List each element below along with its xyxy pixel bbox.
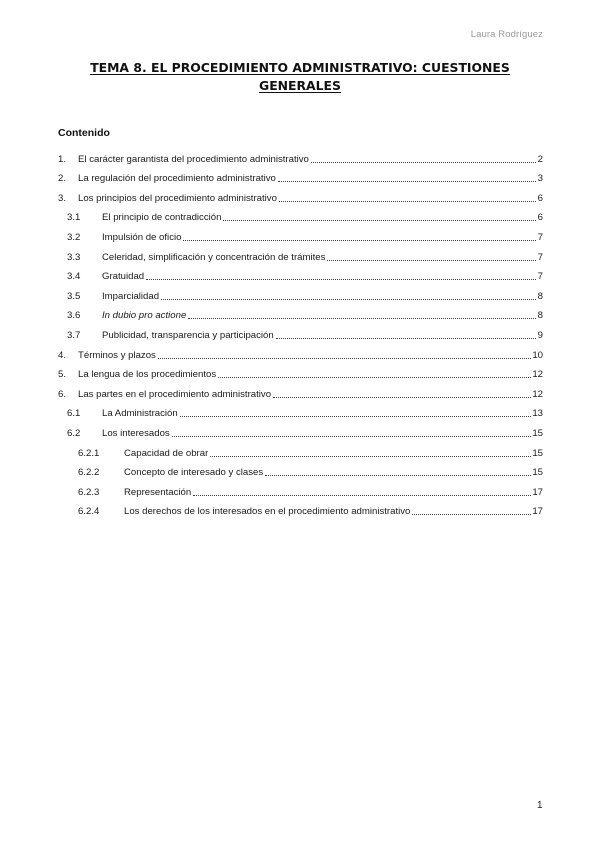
toc-entry-page: 15 — [532, 427, 543, 439]
toc-entry-number: 3.1 — [67, 212, 81, 224]
toc-entry-page: 2 — [537, 153, 543, 165]
toc-entry-page: 13 — [532, 408, 543, 420]
toc-entry-number: 5. — [58, 369, 67, 381]
dot-leader — [327, 260, 536, 261]
toc-heading: Contenido — [58, 127, 110, 139]
toc-entry-page: 15 — [532, 447, 543, 459]
toc-entry-label: El carácter garantista del procedimiento administrativo — [78, 153, 309, 165]
toc-entry-page: 17 — [532, 486, 543, 498]
toc-entry-label: Las partes en el procedimiento administrativo — [78, 388, 272, 400]
toc-entry-number: 4. — [58, 349, 67, 361]
toc-entry-page: 6 — [537, 212, 543, 224]
toc-entry-number: 6.1 — [67, 408, 81, 420]
header-author: Laura Rodríguez — [470, 29, 543, 40]
toc-entry-page: 17 — [532, 506, 543, 518]
dot-leader — [210, 456, 531, 457]
toc-entry-number: 6.2.1 — [78, 447, 100, 459]
dot-leader — [279, 201, 536, 202]
toc-entry[interactable] — [58, 401, 543, 421]
toc-entry-number: 3.7 — [67, 329, 81, 341]
toc-entry-page: 6 — [537, 192, 543, 204]
toc-entry[interactable] — [58, 264, 543, 284]
toc-entry[interactable] — [58, 440, 543, 460]
toc-entry-label: Capacidad de obrar — [124, 447, 209, 459]
dot-leader — [265, 475, 531, 476]
toc-entry[interactable] — [58, 362, 543, 382]
dot-leader — [180, 416, 532, 417]
dot-leader — [412, 514, 531, 515]
toc-entry[interactable] — [58, 420, 543, 440]
toc-entry[interactable] — [58, 342, 543, 362]
page-number: 1 — [537, 800, 543, 811]
toc-entry-label: Gratuidad — [102, 271, 145, 283]
dot-leader — [158, 358, 531, 359]
document-title: TEMA 8. EL PROCEDIMIENTO ADMINISTRATIVO: CUESTIONES GENERALES — [90, 60, 510, 93]
toc-entry-number: 6.2.2 — [78, 467, 100, 479]
toc-entry-label: Imparcialidad — [102, 290, 160, 302]
toc-entry[interactable] — [58, 322, 543, 342]
toc-entry-page: 7 — [537, 271, 543, 283]
toc-entry-label: Publicidad, transparencia y participación — [102, 329, 274, 341]
toc-entry[interactable] — [58, 381, 543, 401]
toc-entry-label: La Administración — [102, 408, 178, 420]
toc-entry-number: 6.2.3 — [78, 486, 100, 498]
toc-entry-number: 3.6 — [67, 310, 81, 322]
toc-entry-number: 6.2.4 — [78, 506, 100, 518]
toc-entry-number: 1. — [58, 153, 67, 165]
toc-entry-label: La lengua de los procedimientos — [78, 369, 217, 381]
dot-leader — [273, 397, 531, 398]
toc-entry-number: 3.4 — [67, 271, 81, 283]
toc-entry-number: 6. — [58, 388, 67, 400]
toc-entry[interactable] — [58, 303, 543, 323]
toc-entry-label: El principio de contradicción — [102, 212, 222, 224]
toc-entry[interactable] — [58, 283, 543, 303]
dot-leader — [218, 377, 531, 378]
dot-leader — [278, 181, 536, 182]
toc-entry-label: Los derechos de los interesados en el procedimiento administrativo — [124, 506, 411, 518]
toc-entry[interactable] — [58, 460, 543, 480]
dot-leader — [311, 162, 536, 163]
toc-entry-label: Representación — [124, 486, 192, 498]
toc-entry-label: Los principios del procedimiento administrativo — [78, 192, 277, 204]
toc-entry-number: 2. — [58, 173, 67, 185]
toc-entry-page: 8 — [537, 310, 543, 322]
toc-entry-number: 3.2 — [67, 231, 81, 243]
toc-entry-page: 7 — [537, 231, 543, 243]
dot-leader — [193, 495, 531, 496]
toc-entry-page: 15 — [532, 467, 543, 479]
toc-entry-page: 12 — [532, 388, 543, 400]
toc-entry[interactable] — [58, 224, 543, 244]
toc-entry-page: 10 — [532, 349, 543, 361]
toc-entry-page: 12 — [532, 369, 543, 381]
dot-leader — [188, 318, 536, 319]
toc-entry-number: 3.3 — [67, 251, 81, 263]
toc-entry-page: 9 — [537, 329, 543, 341]
toc-entry[interactable] — [58, 185, 543, 205]
toc-entry-label: In dubio pro actione — [102, 310, 187, 322]
toc-entry[interactable] — [58, 146, 543, 166]
toc-entry-label: Impulsión de oficio — [102, 231, 182, 243]
dot-leader — [276, 338, 536, 339]
dot-leader — [172, 436, 532, 437]
dot-leader — [183, 240, 536, 241]
toc-entry-number: 3. — [58, 192, 67, 204]
toc-entry-number: 6.2 — [67, 427, 81, 439]
toc-entry-page: 7 — [537, 251, 543, 263]
toc-entry-label: Celeridad, simplificación y concentración de trámites — [102, 251, 326, 263]
toc-entry[interactable] — [58, 205, 543, 225]
table-of-contents — [58, 146, 543, 518]
toc-entry-number: 3.5 — [67, 290, 81, 302]
toc-entry[interactable] — [58, 499, 543, 519]
toc-entry[interactable] — [58, 479, 543, 499]
toc-entry-label: La regulación del procedimiento administrativo — [78, 173, 276, 185]
toc-entry-label: Concepto de interesado y clases — [124, 467, 264, 479]
dot-leader — [223, 220, 536, 221]
dot-leader — [146, 279, 536, 280]
toc-entry-label: Los interesados — [102, 427, 170, 439]
toc-entry[interactable] — [58, 166, 543, 186]
toc-entry[interactable] — [58, 244, 543, 264]
toc-entry-page: 8 — [537, 290, 543, 302]
toc-entry-page: 3 — [537, 173, 543, 185]
toc-entry-label: Términos y plazos — [78, 349, 156, 361]
dot-leader — [161, 299, 536, 300]
